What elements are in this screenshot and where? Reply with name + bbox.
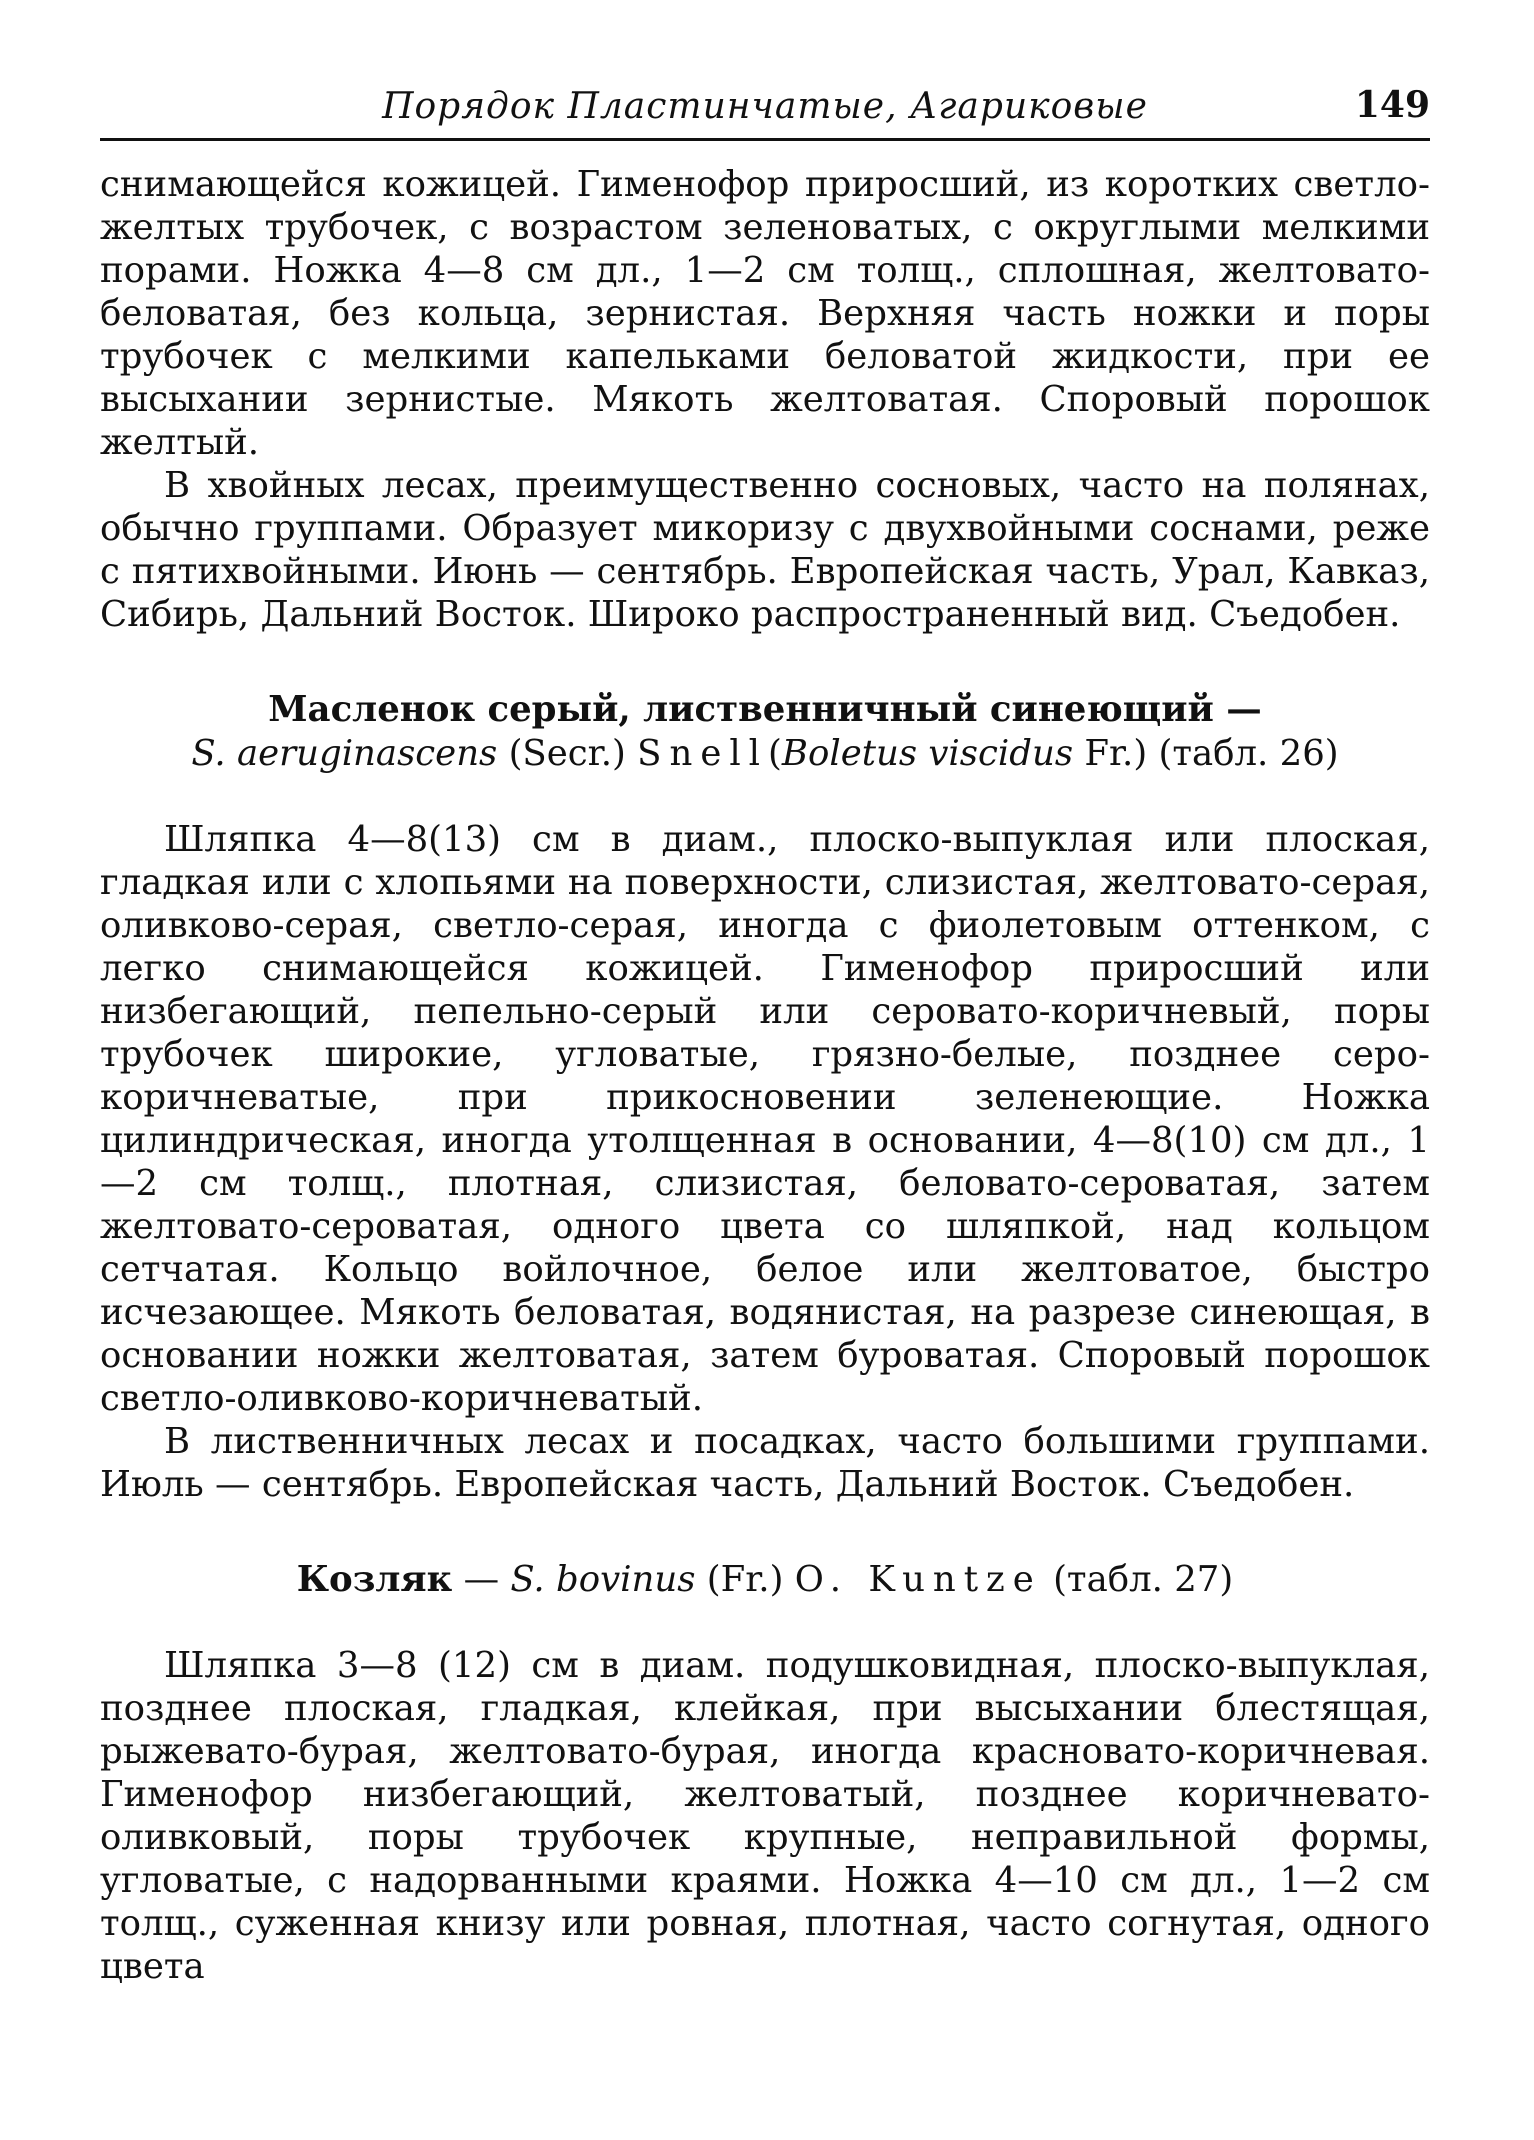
synonym-author: Fr.) <box>1084 733 1148 774</box>
paragraph-description-2: Шляпка 3—8 (12) см в диам. подушковидная, плоско-выпуклая, позднее плоская, гладкая, клейкая, при высыхании блестящая, рыжевато-бурая, желтовато-бурая, иногда красновато-коричневая. Гименофор низбегающий, желтоватый, позднее коричневато-оливковый, поры трубочек крупные, неправильной формы, угловатые, с надорванными краями. Ножка 4—10 см дл., 1—2 см толщ., суженная книзу или ровная, плотная, часто согнутая, одного цвета <box>100 1645 1430 1987</box>
page-number: 149 <box>1354 84 1430 126</box>
table-reference: (табл. 26) <box>1158 733 1339 774</box>
book-page <box>100 78 1430 1988</box>
species-latin-name: S. bovinus <box>510 1559 696 1600</box>
species-latin-line <box>100 732 1430 776</box>
paragraph-habitat-2: В лиственничных лесах и посадках, часто большими группами. Июль — сентябрь. Европейская часть, Дальний Восток. Съедобен. <box>100 1421 1430 1505</box>
table-reference: (табл. 27) <box>1053 1559 1234 1600</box>
species-author-2: Snell <box>637 733 769 774</box>
synonym-latin: Boletus viscidus <box>781 733 1074 774</box>
running-header <box>100 78 1430 141</box>
species-heading-aeruginascens <box>100 688 1430 776</box>
species-heading-bovinus <box>100 1558 1430 1602</box>
running-title: Порядок Пластинчатые, Агариковые <box>382 86 1148 127</box>
paragraph-habitat-1: В хвойных лесах, преимущественно сосновых, часто на полянах, обычно группами. Образует микоризу с двухвойными соснами, реже с пятихвойными. Июнь — сентябрь. Европейская часть, Урал, Кавказ, Сибирь, Дальний Восток. Широко распространенный вид. Съедобен. <box>100 465 1430 635</box>
species-author-2: O. Kuntze <box>794 1559 1042 1600</box>
species-author-1: (Secr.) <box>508 733 626 774</box>
synonym-open: ( <box>768 733 782 774</box>
species-latin-name: S. aeruginascens <box>191 733 498 774</box>
species-common-name: Козляк <box>296 1559 453 1600</box>
paragraph-description-1: Шляпка 4—8(13) см в диам., плоско-выпуклая или плоская, гладкая или с хлопьями на поверхности, слизистая, желтовато-серая, оливково-серая, светло-серая, иногда с фиолетовым оттенком, с легко снимающейся кожицей. Гименофор приросший или низбегающий, пепельно-серый или серовато-коричневый, поры трубочек широкие, угловатые, грязно-белые, позднее серо-коричневатые, при прикосновении зеленеющие. Ножка цилиндрическая, иногда утолщенная в основании, 4—8(10) см дл., 1—2 см толщ., плотная, слизистая, беловато-сероватая, затем желтовато-сероватая, одного цвета со шляпкой, над кольцом сетчатая. Кольцо войлочное, белое или желтоватое, быстро исчезающее. Мякоть беловатая, водянистая, на разрезе синеющая, в основании ножки желтоватая, затем буроватая. Споровый порошок светло-оливково-коричневатый. <box>100 819 1430 1419</box>
paragraph-continuation: снимающейся кожицей. Гименофор приросший, из коротких светло-желтых трубочек, с возрастом зеленоватых, с округлыми мелкими порами. Ножка 4—8 см дл., 1—2 см толщ., сплошная, желтовато-беловатая, без кольца, зернистая. Верхняя часть ножки и поры трубочек с мелкими капельками беловатой жидкости, при ее высыхании зернистые. Мякоть желтоватая. Споровый порошок желтый. <box>100 164 1430 463</box>
species-author-1: (Fr.) <box>706 1559 784 1600</box>
species-common-name: Масленок серый, лиственничный синеющий — <box>268 689 1262 730</box>
heading-dash: — <box>463 1559 500 1600</box>
body-text <box>100 163 1430 1988</box>
